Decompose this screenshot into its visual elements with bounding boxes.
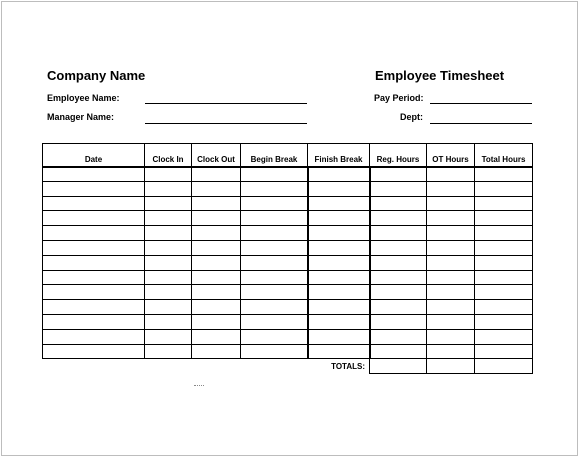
clock-out-cell[interactable] — [192, 211, 241, 226]
clock-in-cell[interactable] — [145, 240, 192, 255]
clock-in-cell[interactable] — [145, 211, 192, 226]
timesheet-table — [42, 143, 533, 374]
clock-in-cell[interactable] — [145, 344, 192, 359]
date-cell[interactable] — [43, 240, 145, 255]
ot-hours-cell[interactable] — [427, 300, 475, 315]
reg-hours-cell[interactable] — [370, 285, 427, 300]
clock-in-cell[interactable] — [145, 285, 192, 300]
begin-break-cell[interactable] — [241, 167, 308, 182]
date-cell[interactable] — [43, 270, 145, 285]
date-cell[interactable] — [43, 300, 145, 315]
reg-hours-cell[interactable] — [370, 329, 427, 344]
begin-break-cell[interactable] — [241, 240, 308, 255]
table-row — [43, 314, 533, 329]
reg-hours-cell[interactable] — [370, 270, 427, 285]
clock-out-cell[interactable] — [192, 181, 241, 196]
finish-break-cell[interactable] — [308, 196, 370, 211]
finish-break-cell[interactable] — [308, 211, 370, 226]
begin-break-cell[interactable] — [241, 300, 308, 315]
reg-hours-cell[interactable] — [370, 196, 427, 211]
column-header-reg-hours: Reg. Hours — [370, 144, 427, 167]
clock-in-cell[interactable] — [145, 167, 192, 182]
begin-break-cell[interactable] — [241, 255, 308, 270]
reg-hours-cell[interactable] — [370, 240, 427, 255]
employee-name-field[interactable] — [145, 103, 307, 104]
total-hours-cell[interactable] — [475, 270, 533, 285]
table-row — [43, 181, 533, 196]
date-cell[interactable] — [43, 181, 145, 196]
column-header-ot-hours: OT Hours — [427, 144, 475, 167]
ot-hours-cell[interactable] — [427, 226, 475, 241]
clock-out-cell[interactable] — [192, 196, 241, 211]
date-cell[interactable] — [43, 329, 145, 344]
ot-hours-cell[interactable] — [427, 314, 475, 329]
finish-break-cell[interactable] — [308, 344, 370, 359]
ot-hours-cell[interactable] — [427, 196, 475, 211]
clock-in-cell[interactable] — [145, 255, 192, 270]
clock-in-cell[interactable] — [145, 196, 192, 211]
total-reg-hours-cell[interactable] — [370, 359, 427, 374]
table-row — [43, 196, 533, 211]
table-row — [43, 329, 533, 344]
totals-row — [43, 359, 533, 374]
table-row — [43, 300, 533, 315]
pay-period-label: Pay Period: — [374, 93, 424, 103]
clock-out-cell[interactable] — [192, 344, 241, 359]
begin-break-cell[interactable] — [241, 329, 308, 344]
manager-name-field[interactable] — [145, 123, 307, 124]
column-header-begin-break: Begin Break — [241, 144, 308, 167]
date-cell[interactable] — [43, 255, 145, 270]
clock-in-cell[interactable] — [145, 226, 192, 241]
begin-break-cell[interactable] — [241, 314, 308, 329]
begin-break-cell[interactable] — [241, 211, 308, 226]
column-header-total-hours: Total Hours — [475, 144, 533, 167]
ot-hours-cell[interactable] — [427, 285, 475, 300]
begin-break-cell[interactable] — [241, 196, 308, 211]
ot-hours-cell[interactable] — [427, 329, 475, 344]
ot-hours-cell[interactable] — [427, 240, 475, 255]
total-hours-cell[interactable] — [475, 211, 533, 226]
reg-hours-cell[interactable] — [370, 226, 427, 241]
column-header-finish-break: Finish Break — [308, 144, 370, 167]
table-row — [43, 240, 533, 255]
finish-break-cell[interactable] — [308, 240, 370, 255]
date-cell[interactable] — [43, 211, 145, 226]
reg-hours-cell[interactable] — [370, 344, 427, 359]
reg-hours-cell[interactable] — [370, 181, 427, 196]
totals-label: TOTALS: — [331, 362, 365, 372]
dept-label: Dept: — [400, 112, 423, 122]
table-row — [43, 344, 533, 359]
finish-break-cell[interactable] — [308, 226, 370, 241]
manager-name-label: Manager Name: — [47, 112, 115, 122]
date-cell[interactable] — [43, 167, 145, 182]
total-hours-cell[interactable] — [475, 344, 533, 359]
ot-hours-cell[interactable] — [427, 211, 475, 226]
ot-hours-cell[interactable] — [427, 167, 475, 182]
company-name: Company Name — [47, 68, 146, 83]
total-hours-cell[interactable] — [475, 300, 533, 315]
table-row — [43, 285, 533, 300]
finish-break-cell[interactable] — [308, 285, 370, 300]
total-hours-cell[interactable] — [475, 285, 533, 300]
clock-out-cell[interactable] — [192, 167, 241, 182]
begin-break-cell[interactable] — [241, 285, 308, 300]
column-header-date: Date — [43, 144, 145, 167]
clock-out-cell[interactable] — [192, 270, 241, 285]
total-hours-cell[interactable] — [475, 240, 533, 255]
footer-mark — [194, 385, 204, 387]
begin-break-cell[interactable] — [241, 344, 308, 359]
begin-break-cell[interactable] — [241, 270, 308, 285]
finish-break-cell[interactable] — [308, 255, 370, 270]
clock-out-cell[interactable] — [192, 255, 241, 270]
column-header-clock-in: Clock In — [145, 144, 192, 167]
total-hours-cell[interactable] — [475, 181, 533, 196]
total-hours-cell[interactable] — [475, 314, 533, 329]
table-row — [43, 211, 533, 226]
total-hours-cell[interactable] — [475, 196, 533, 211]
column-header-clock-out: Clock Out — [192, 144, 241, 167]
clock-in-cell[interactable] — [145, 314, 192, 329]
clock-out-cell[interactable] — [192, 300, 241, 315]
table-row — [43, 270, 533, 285]
table-row — [43, 226, 533, 241]
employee-name-label: Employee Name: — [47, 93, 120, 103]
finish-break-cell[interactable] — [308, 167, 370, 182]
finish-break-cell[interactable] — [308, 314, 370, 329]
date-cell[interactable] — [43, 314, 145, 329]
date-cell[interactable] — [43, 285, 145, 300]
reg-hours-cell[interactable] — [370, 300, 427, 315]
reg-hours-cell[interactable] — [370, 211, 427, 226]
total-hours-cell[interactable] — [475, 329, 533, 344]
ot-hours-cell[interactable] — [427, 344, 475, 359]
total-hours-cell[interactable] — [475, 359, 533, 374]
clock-out-cell[interactable] — [192, 240, 241, 255]
finish-break-cell[interactable] — [308, 300, 370, 315]
reg-hours-cell[interactable] — [370, 314, 427, 329]
finish-break-cell[interactable] — [308, 181, 370, 196]
finish-break-cell[interactable] — [308, 270, 370, 285]
table-row — [43, 255, 533, 270]
table-row — [43, 167, 533, 182]
ot-hours-cell[interactable] — [427, 255, 475, 270]
finish-break-cell[interactable] — [308, 329, 370, 344]
ot-hours-cell[interactable] — [427, 181, 475, 196]
pay-period-field[interactable] — [430, 103, 532, 104]
clock-in-cell[interactable] — [145, 329, 192, 344]
begin-break-cell[interactable] — [241, 226, 308, 241]
total-hours-cell[interactable] — [475, 255, 533, 270]
clock-out-cell[interactable] — [192, 329, 241, 344]
date-cell[interactable] — [43, 226, 145, 241]
total-ot-hours-cell[interactable] — [427, 359, 475, 374]
form-title: Employee Timesheet — [375, 68, 505, 83]
clock-in-cell[interactable] — [145, 300, 192, 315]
date-cell[interactable] — [43, 196, 145, 211]
total-hours-cell[interactable] — [475, 226, 533, 241]
ot-hours-cell[interactable] — [427, 270, 475, 285]
clock-out-cell[interactable] — [192, 314, 241, 329]
table-header-row — [43, 144, 533, 167]
date-cell[interactable] — [43, 344, 145, 359]
clock-in-cell[interactable] — [145, 181, 192, 196]
reg-hours-cell[interactable] — [370, 255, 427, 270]
clock-out-cell[interactable] — [192, 226, 241, 241]
total-hours-cell[interactable] — [475, 167, 533, 182]
clock-in-cell[interactable] — [145, 270, 192, 285]
reg-hours-cell[interactable] — [370, 167, 427, 182]
dept-field[interactable] — [430, 123, 532, 124]
begin-break-cell[interactable] — [241, 181, 308, 196]
clock-out-cell[interactable] — [192, 285, 241, 300]
